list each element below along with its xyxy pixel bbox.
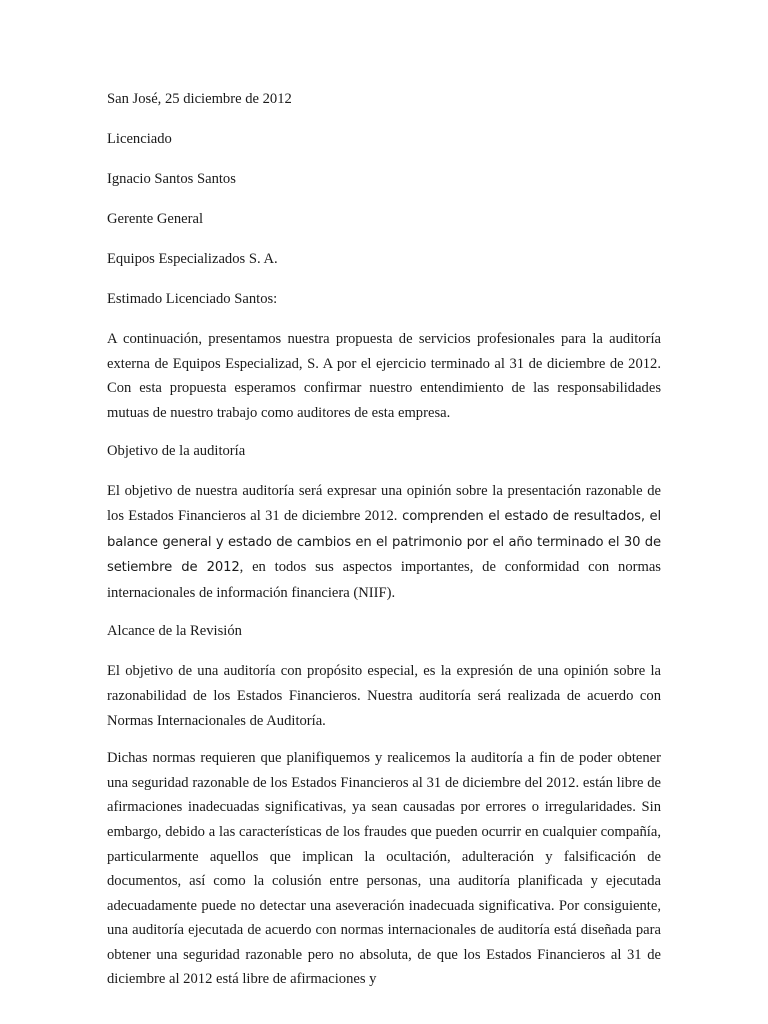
objective-text-part3: , en todos sus aspectos importantes, de conformidad con normas internacionales de información financiera (NIIF). <box>107 559 661 601</box>
date-line: San José, 25 diciembre de 2012 <box>107 91 292 107</box>
letter-body <box>107 87 661 1006</box>
standards-paragraph: Dichas normas requieren que planifiquemos y realicemos la auditoría a fin de poder obtener una seguridad razonable de los Estados Financieros al 31 de diciembre del 2012. están libre de afirmaciones inadecuadas significativas, ya sean causadas por errores o irregularidades. Sin embargo, debido a las características de los fraudes que pueden ocurrir en cualquier compañía, particularmente aquellos que implican la ocultación, adulteración y falsificación de documentos, así como la colusión entre personas, una auditoría planificada y ejecutada adecuadamente puede no detectar una aseveración inadecuada significativa. Por consiguiente, una auditoría ejecutada de acuerdo con normas internacionales de auditoría está diseñada para obtener una seguridad razonable pero no absoluta, de que los Estados Financieros al 31 de diciembre al 2012 está libre de afirmaciones y <box>107 750 661 988</box>
scope-heading: Alcance de la Revisión <box>107 623 242 640</box>
recipient-company: Equipos Especializados S. A. <box>107 251 278 267</box>
intro-paragraph: A continuación, presentamos nuestra propuesta de servicios profesionales para la auditoría externa de Equipos Especializad, S. A por el ejercicio terminado al 31 de diciembre de 2012. Con esta propuesta esperamos confirmar nuestro entendimiento de las responsabilidades mutuas de nuestro trabajo como auditores de esta empresa. <box>107 331 661 421</box>
objective-text-part1: El objetivo de nuestra auditoría será expresar una opinión sobre la presentación razonable de los Estados Financieros al 31 de diciembre 2012. <box>107 483 661 524</box>
recipient-name: Ignacio Santos Santos <box>107 171 236 187</box>
salutation: Estimado Licenciado Santos: <box>107 291 278 307</box>
objective-heading: Objetivo de la auditoría <box>107 443 246 460</box>
scope-paragraph: El objetivo de una auditoría con propósito especial, es la expresión de una opinión sobre la razonabilidad de los Estados Financieros. Nuestra auditoría será realizada de acuerdo con Normas Internacionales de Auditoría. <box>107 663 661 729</box>
recipient-title: Licenciado <box>107 131 172 147</box>
objective-text-part2: comprenden el estado de resultados, el balance general y estado de cambios en el patrimonio por el año terminado el 30 de setiembre de 2012 <box>107 508 662 576</box>
recipient-position: Gerente General <box>107 211 204 227</box>
objective-paragraph <box>107 479 661 605</box>
